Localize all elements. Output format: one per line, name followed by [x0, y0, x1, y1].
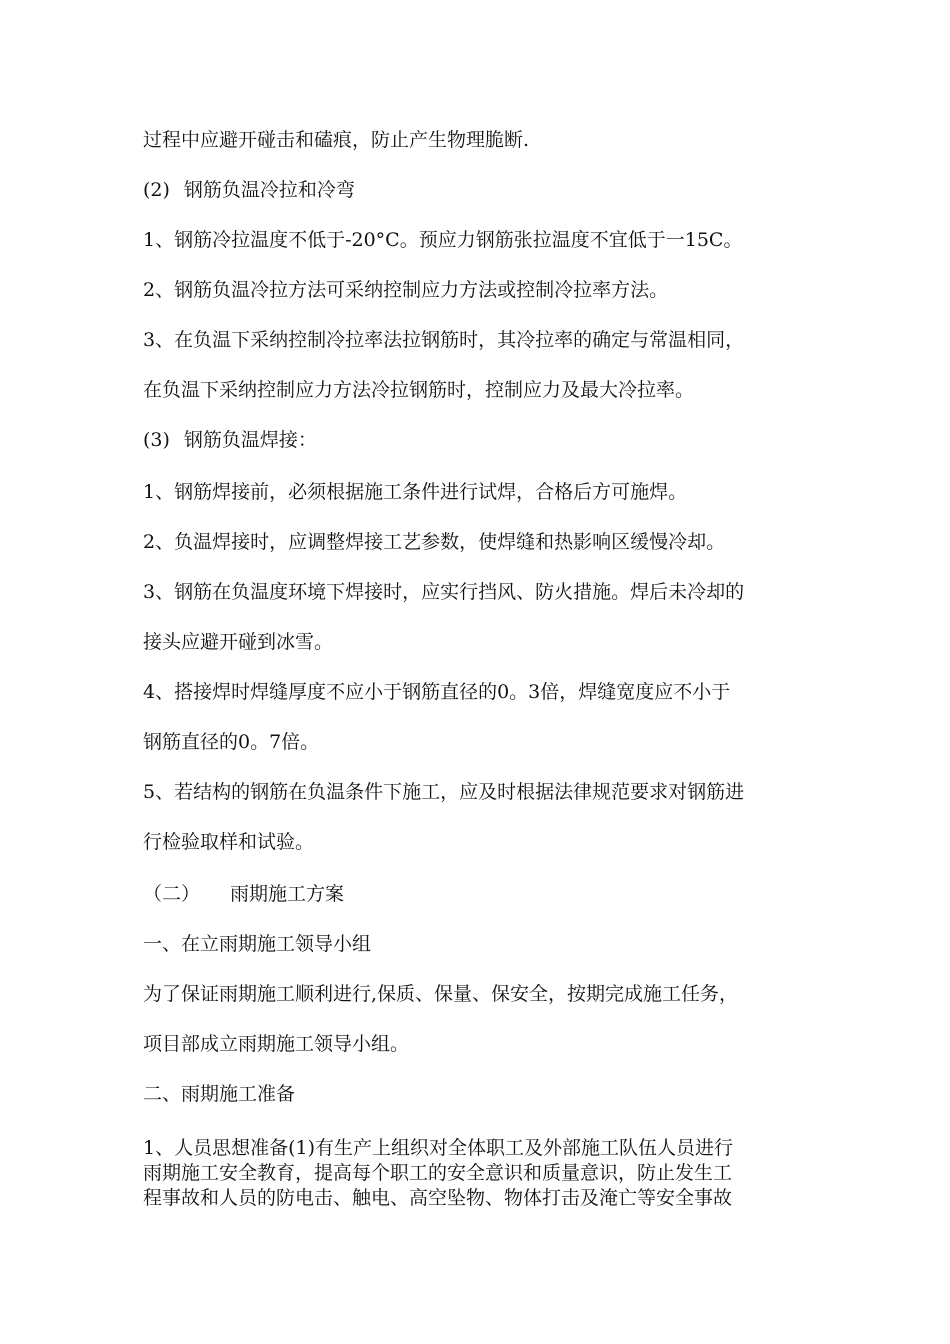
section-number: (3): [143, 429, 170, 451]
text-line-20: 二、雨期施工准备: [143, 1083, 296, 1105]
text-line-22: 雨期施工安全教育，提高每个职工的安全意识和质量意识，防止发生工: [143, 1162, 733, 1184]
text-line-23: 程事故和人员的防电击、触电、高空坠物、物体打击及淹亡等安全事故: [143, 1187, 733, 1209]
text-line-14: 5、若结构的钢筋在负温条件下施工，应及时根据法律规范要求对钢筋进: [143, 781, 745, 803]
text-line-19: 项目部成立雨期施工领导小组。: [143, 1033, 410, 1055]
section-heading-2: [143, 177, 355, 203]
section-number: (2): [143, 179, 170, 201]
text-line-1: 过程中应避开碰击和磕痕，防止产生物理脆断.: [143, 129, 530, 151]
section-title: 钢筋负温焊接：: [183, 429, 317, 451]
text-line-4: 2、钢筋负温冷拉方法可采纳控制应力方法或控制冷拉率方法。: [143, 279, 669, 301]
section-heading-er: [143, 881, 344, 907]
text-line-10: 3、钢筋在负温度环境下焊接时，应实行挡风、防火措施。焊后未冷却的: [143, 581, 745, 603]
section-heading-3: [143, 427, 317, 453]
section-title: 钢筋负温冷拉和冷弯: [183, 179, 355, 201]
text-line-8: 1、钢筋焊接前，必须根据施工条件进行试焊，合格后方可施焊。: [143, 481, 688, 503]
section-number: （二）: [143, 883, 201, 905]
section-title: 雨期施工方案: [230, 883, 345, 905]
text-line-15: 行检验取样和试验。: [143, 831, 315, 853]
text-line-17: 一、在立雨期施工领导小组: [143, 933, 372, 955]
text-line-13: 钢筋直径的0。7倍。: [143, 731, 320, 753]
text-line-9: 2、负温焊接时，应调整焊接工艺参数，使焊缝和热影响区缓慢冷却。: [143, 531, 726, 553]
text-line-12: 4、搭接焊时焊缝厚度不应小于钢筋直径的0。3倍，焊缝宽度应不小于: [143, 681, 731, 703]
text-line-3: 1、钢筋冷拉温度不低于-20°C。预应力钢筋张拉温度不宜低于一15C。: [143, 229, 743, 251]
text-line-21: 1、人员思想准备(1)有生产上组织对全体职工及外部施工队伍人员进行: [143, 1137, 734, 1159]
text-line-18: 为了保证雨期施工顺利进行,保质、保量、保安全，按期完成施工任务，: [143, 983, 739, 1005]
text-line-5: 3、在负温下采纳控制冷拉率法拉钢筋时，其冷拉率的确定与常温相同，: [143, 329, 745, 351]
text-line-6: 在负温下采纳控制应力方法冷拉钢筋时，控制应力及最大冷拉率。: [143, 379, 695, 401]
text-line-11: 接头应避开碰到冰雪。: [143, 631, 334, 653]
